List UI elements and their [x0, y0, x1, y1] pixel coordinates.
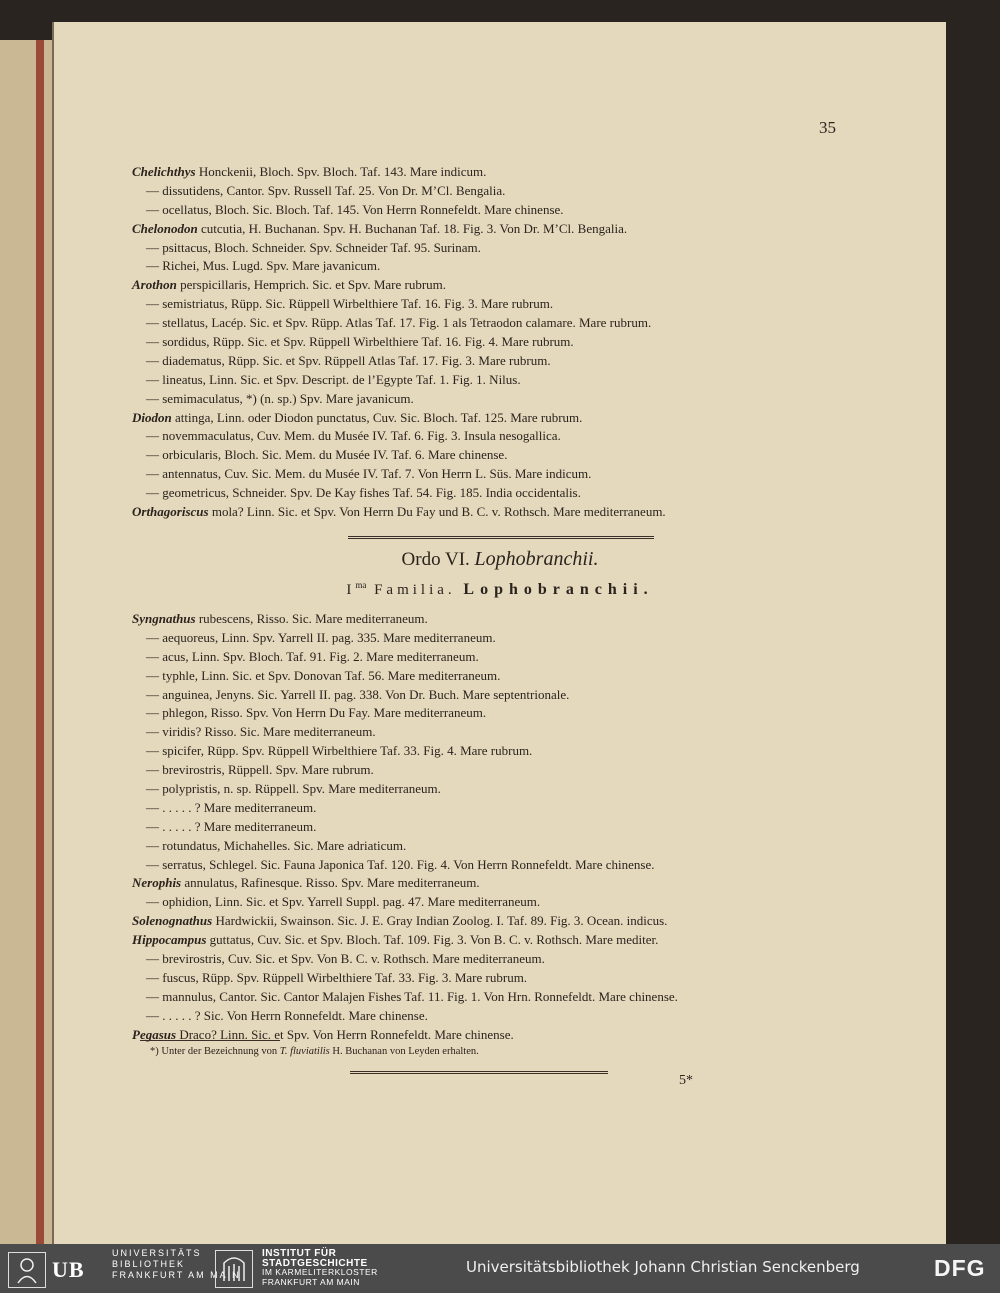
species-list-top: [132, 163, 852, 522]
species-entry: [132, 1026, 852, 1045]
entry-text: — serratus, Schlegel. Sic. Fauna Japonica Taf. 120. Fig. 4. Von Herrn Ronnefeldt. Mare chinense.: [146, 856, 655, 872]
ub-abbrev: UB: [52, 1257, 85, 1282]
entry-text: — antennatus, Cuv. Sic. Mem. du Musée IV. Taf. 7. Von Herrn L. Süs. Mare indicum.: [146, 466, 592, 482]
inst-line-1: INSTITUT FÜR: [262, 1248, 337, 1259]
species-entry: [132, 837, 852, 856]
familia-name: Lophobranchii.: [463, 581, 654, 598]
entry-text: — lineatus, Linn. Sic. et Spv. Descript. de l’Egypte Taf. 1. Fig. 1. Nilus.: [146, 371, 521, 387]
entry-text: — brevirostris, Rüppell. Spv. Mare rubrum.: [146, 762, 374, 778]
entry-text: — orbicularis, Bloch. Sic. Mem. du Musée IV. Taf. 6. Mare chinense.: [146, 447, 508, 463]
species-entry: [132, 610, 852, 629]
genus-name: Pegasus: [132, 1026, 177, 1042]
species-entry: [132, 465, 852, 484]
entry-text: — typhle, Linn. Sic. et Spv. Donovan Taf. 56. Mare mediterraneum.: [146, 667, 501, 683]
section-rule: [348, 536, 654, 539]
species-entry: [132, 295, 852, 314]
entry-text: annulatus, Rafinesque. Risso. Spv. Mare mediterraneum.: [184, 875, 480, 891]
species-entry: [132, 723, 852, 742]
entry-text: — acus, Linn. Spv. Bloch. Taf. 91. Fig. 2. Mare mediterraneum.: [146, 648, 479, 664]
species-entry: [132, 667, 852, 686]
genus-name: Solenognathus: [132, 913, 213, 929]
footnote-taxon: T. fluviatilis: [279, 1046, 330, 1057]
page-number: 35: [819, 118, 836, 137]
entry-text: — . . . . . ? Sic. Von Herrn Ronnefeldt. Mare chinense.: [146, 1007, 428, 1023]
entry-text: — dissutidens, Cantor. Spv. Russell Taf. 25. Von Dr. M’Cl. Bengalia.: [146, 182, 506, 198]
species-entry: [132, 742, 852, 761]
entry-text: — diadematus, Rüpp. Sic. et Spv. Rüppell Atlas Taf. 17. Fig. 3. Mare rubrum.: [146, 352, 551, 368]
genus-name: Arothon: [132, 277, 177, 293]
species-entry: [132, 1007, 852, 1026]
entry-text: Hardwickii, Swainson. Sic. J. E. Gray Indian Zoolog. I. Taf. 89. Fig. 3. Ocean. indicus.: [215, 913, 668, 929]
dfg-logo[interactable]: DFG: [934, 1255, 986, 1281]
entry-text: Draco? Linn. Sic. et Spv. Von Herrn Ronnefeldt. Mare chinense.: [179, 1026, 514, 1042]
previous-page-edge: [0, 40, 52, 1244]
familia-ordinal-sup: ma: [355, 580, 367, 590]
entry-text: — brevirostris, Cuv. Sic. et Spv. Von B. C. v. Rothsch. Mare mediterraneum.: [146, 951, 545, 967]
familia-heading: [0, 580, 1000, 599]
species-entry: [132, 686, 852, 705]
species-entry: [132, 220, 852, 239]
species-entry: [132, 969, 852, 988]
species-entry: [132, 761, 852, 780]
species-entry: [132, 988, 852, 1007]
bottom-rule: [350, 1071, 608, 1074]
species-entry: [132, 427, 852, 446]
entry-text: — geometricus, Schneider. Spv. De Kay fishes Taf. 54. Fig. 185. India occidentalis.: [146, 485, 581, 501]
species-entry: [132, 931, 852, 950]
entry-text: — stellatus, Lacép. Sic. et Spv. Rüpp. Atlas Taf. 17. Fig. 1 als Tetraodon calamare. Mare rubrum.: [146, 315, 652, 331]
institute-wordmark: [262, 1249, 378, 1287]
species-entry: [132, 163, 852, 182]
entry-text: rubescens, Risso. Sic. Mare mediterraneum.: [198, 611, 428, 626]
book-spine: [36, 40, 44, 1244]
entry-text: — ocellatus, Bloch. Sic. Bloch. Taf. 145. Von Herrn Ronnefeldt. Mare chinense.: [146, 201, 564, 217]
familia-ordinal: I: [346, 582, 356, 598]
species-entry: [132, 201, 852, 220]
genus-name: Hippocampus: [132, 932, 207, 948]
entry-text: guttatus, Cuv. Sic. et Spv. Bloch. Taf. 109. Fig. 3. Von B. C. v. Rothsch. Mare mediter.: [209, 932, 659, 948]
entry-text: — Richei, Mus. Lugd. Spv. Mare javanicum.: [146, 258, 381, 274]
species-entry: [132, 446, 852, 465]
species-entry: [132, 503, 852, 522]
species-entry: [132, 874, 852, 893]
entry-text: cutcutia, H. Buchanan. Spv. H. Buchanan Taf. 18. Fig. 3. Von Dr. M’Cl. Bengalia.: [201, 220, 628, 236]
footnote-separator: [140, 1040, 280, 1041]
entry-text: perspicillaris, Hemprich. Sic. et Spv. Mare rubrum.: [180, 277, 447, 293]
species-entry: [132, 704, 852, 723]
inst-line-3: IM KARMELITERKLOSTER: [262, 1267, 378, 1277]
species-entry: [132, 182, 852, 201]
sheet-signature: 5*: [679, 1073, 693, 1088]
species-entry: [132, 352, 852, 371]
entry-text: — ophidion, Linn. Sic. et Spv. Yarrell Suppl. pag. 47. Mare mediterraneum.: [146, 894, 541, 910]
species-entry: [132, 780, 852, 799]
genus-name: Syngnathus: [132, 611, 196, 626]
ub-line-1: UNIVERSITÄTS: [112, 1248, 202, 1258]
species-entry: [132, 276, 852, 295]
genus-name: Diodon: [132, 409, 172, 425]
entry-text: — . . . . . ? Mare mediterraneum.: [146, 818, 317, 834]
entry-text: — semistriatus, Rüpp. Sic. Rüppell Wirbelthiere Taf. 16. Fig. 3. Mare rubrum.: [146, 296, 554, 312]
species-entry: [132, 333, 852, 352]
species-entry: [132, 239, 852, 258]
species-entry: [132, 390, 852, 409]
ordo-name: Lophobranchii.: [474, 548, 599, 570]
ordo-prefix: Ordo VI.: [401, 549, 470, 570]
species-entry: [132, 648, 852, 667]
entry-text: — sordidus, Rüpp. Sic. et Spv. Rüppell Wirbelthiere Taf. 16. Fig. 4. Mare rubrum.: [146, 334, 574, 350]
ub-line-2: BIBLIOTHEK: [112, 1259, 186, 1269]
entry-text: — rotundatus, Michahelles. Sic. Mare adriaticum.: [146, 837, 407, 853]
entry-text: — aequoreus, Linn. Spv. Yarrell II. pag. 335. Mare mediterraneum.: [146, 629, 496, 645]
entry-text: — . . . . . ? Mare mediterraneum.: [146, 799, 317, 815]
species-entry: [132, 818, 852, 837]
species-entry: [132, 856, 852, 875]
species-entry: [132, 950, 852, 969]
species-entry: [132, 893, 852, 912]
genus-name: Nerophis: [132, 875, 182, 891]
library-name-link[interactable]: Universitätsbibliothek Johann Christian Senckenberg: [466, 1258, 860, 1276]
genus-name: Chelichthys: [132, 164, 196, 179]
entry-text: — mannulus, Cantor. Sic. Cantor Malajen Fishes Taf. 11. Fig. 1. Von Hrn. Ronnefeldt. Mare chinense.: [146, 988, 678, 1004]
entry-text: — novemmaculatus, Cuv. Mem. du Musée IV. Taf. 6. Fig. 3. Insula nesogallica.: [146, 428, 561, 444]
species-entry: [132, 371, 852, 390]
entry-text: — spicifer, Rüpp. Spv. Rüppell Wirbelthiere Taf. 33. Fig. 4. Mare rubrum.: [146, 743, 533, 759]
entry-text: — psittacus, Bloch. Schneider. Spv. Schneider Taf. 95. Surinam.: [146, 239, 481, 255]
species-entry: [132, 257, 852, 276]
entry-text: — fuscus, Rüpp. Spv. Rüppell Wirbelthiere Taf. 33. Fig. 3. Mare rubrum.: [146, 969, 528, 985]
species-list-bottom: [132, 610, 852, 1044]
species-entry: [132, 799, 852, 818]
footnote-marker: *): [150, 1046, 159, 1057]
genus-name: Chelonodon: [132, 220, 198, 236]
species-entry: [132, 409, 852, 428]
entry-text: — anguinea, Jenyns. Sic. Yarrell II. pag. 338. Von Dr. Buch. Mare septentrionale.: [146, 686, 570, 702]
entry-text: — semimaculatus, *) (n. sp.) Spv. Mare javanicum.: [146, 390, 414, 406]
inst-line-4: FRANKFURT AM MAIN: [262, 1276, 360, 1287]
genus-name: Orthagoriscus: [132, 504, 209, 520]
species-entry: [132, 314, 852, 333]
species-entry: [132, 912, 852, 931]
footnote-after: H. Buchanan von Leyden erhalten.: [332, 1046, 479, 1057]
entry-text: Honckenii, Bloch. Spv. Bloch. Taf. 143. Mare indicum.: [198, 164, 487, 179]
familia-label: Familia.: [374, 582, 456, 598]
species-entry: [132, 484, 852, 503]
entry-text: — polypristis, n. sp. Rüppell. Spv. Mare mediterraneum.: [146, 781, 441, 797]
ordo-heading: [0, 548, 1000, 571]
entry-text: attinga, Linn. oder Diodon punctatus, Cuv. Sic. Bloch. Taf. 125. Mare rubrum.: [174, 409, 583, 425]
ub-line-3: FRANKFURT AM MAIN: [112, 1270, 241, 1280]
entry-text: — viridis? Risso. Sic. Mare mediterraneum.: [146, 724, 376, 740]
species-entry: [132, 629, 852, 648]
footnote: [150, 1046, 479, 1057]
institute-emblem-icon[interactable]: [215, 1250, 253, 1288]
entry-text: — phlegon, Risso. Spv. Von Herrn Du Fay. Mare mediterraneum.: [146, 705, 487, 721]
ub-logo[interactable]: [8, 1252, 108, 1286]
inst-line-2: STADTGESCHICHTE: [262, 1257, 368, 1269]
footnote-before: Unter der Bezeichnung von: [161, 1046, 278, 1057]
portrait-icon: [8, 1252, 46, 1288]
viewer-footer: [0, 1244, 1000, 1293]
entry-text: mola? Linn. Sic. et Spv. Von Herrn Du Fay und B. C. v. Rothsch. Mare mediterraneum.: [211, 504, 666, 520]
